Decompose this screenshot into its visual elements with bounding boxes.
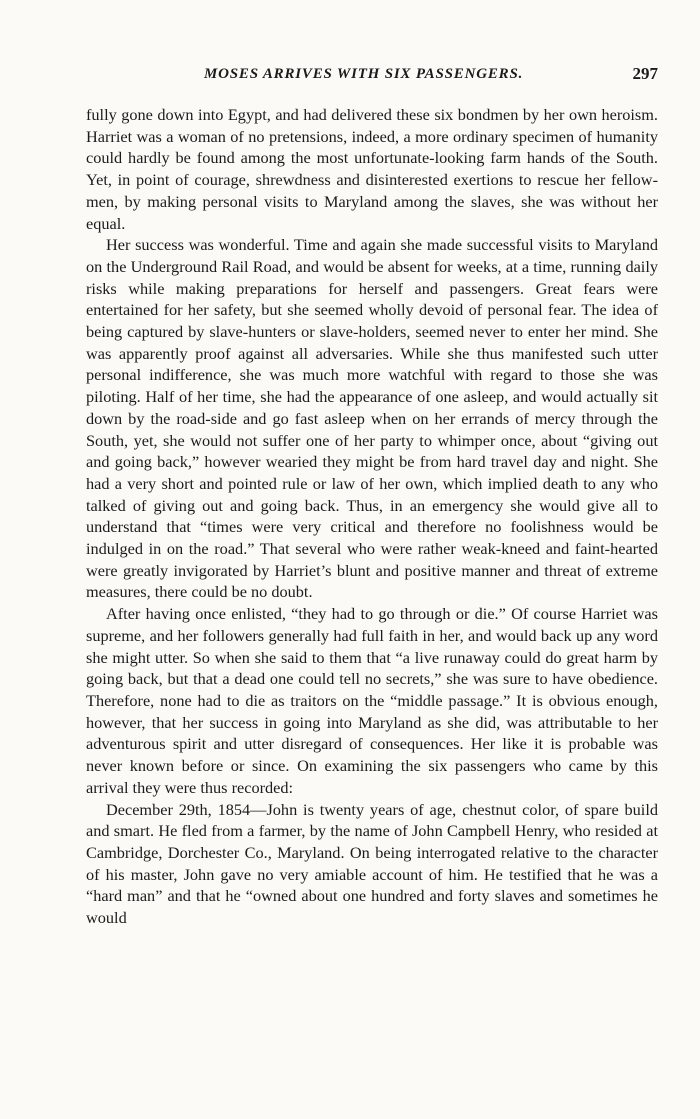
page-number: 297 xyxy=(632,64,658,83)
paragraph-her-success: Her success was wonderful. Time and again she made successful visits to Maryland on the Underground Rail Road, and would be absent for weeks, at a time, running daily risks while making preparations for herself and passengers. Great fears were entertained for her safety, but she seemed wholly devoid of personal fear. The idea of being captured by slave-hunters or slave-holders, seemed never to enter her mind. She was apparently proof against all adversaries. While she thus manifested such utter personal indifference, she was much more watchful with regard to those she was piloting. Half of her time, she had the appearance of one asleep, and would actually sit down by the road-side and go fast asleep when on her errands of mercy through the South, yet, she would not suffer one of her party to whimper once, about “giving out and going back,” however wearied they might be from hard travel day and night. She had a very short and pointed rule or law of her own, which implied death to any who talked of giving out and going back. Thus, in an emergency she would give all to understand that “times were very critical and therefore no foolishness would be indulged in on the road.” That several who were rather weak-kneed and faint-hearted were greatly invigorated by Harriet’s blunt and positive manner and threat of extreme measures, there could be no doubt. xyxy=(86,235,658,602)
chapter-title: MOSES ARRIVES WITH SIX PASSENGERS. xyxy=(204,66,524,82)
paragraph-continuation: fully gone down into Egypt, and had delivered these six bondmen by her own heroism. Harriet was a woman of no pretensions, indeed, a more ordinary specimen of humanity could hardly be found among the most unfortunate-looking farm hands of the South. Yet, in point of courage, shrewdness and disinterested exertions to rescue her fellow-men, by making personal visits to Maryland among the slaves, she was without her equal. xyxy=(86,105,658,233)
paragraph-december-record: December 29th, 1854—John is twenty years of age, chestnut color, of spare build and smart. He fled from a farmer, by the name of John Campbell Henry, who resided at Cambridge, Dorchester Co., Maryland. On being interrogated relative to the character of his master, John gave no very amiable account of him. He testified that he was a “hard man” and that he “owned about one hundred and forty slaves and sometimes he would xyxy=(86,799,658,928)
paragraph-after-enlisted: After having once enlisted, “they had to go through or die.” Of course Harriet was supreme, and her followers generally had full faith in her, and would back up any word she might utter. So when she said to them that “a live runaway could do great harm by going back, but that a dead one could tell no secrets,” she was sure to have obedience. Therefore, none had to die as traitors on the “middle passage.” It is obvious enough, however, that her success in going into Maryland as she did, was attributable to her adventurous spirit and utter disregard of consequences. Her like it is probable was never known before or since. On examining the six passengers who came by this arrival they were thus recorded: xyxy=(86,604,658,797)
body-text xyxy=(86,104,658,929)
running-head xyxy=(86,66,658,90)
